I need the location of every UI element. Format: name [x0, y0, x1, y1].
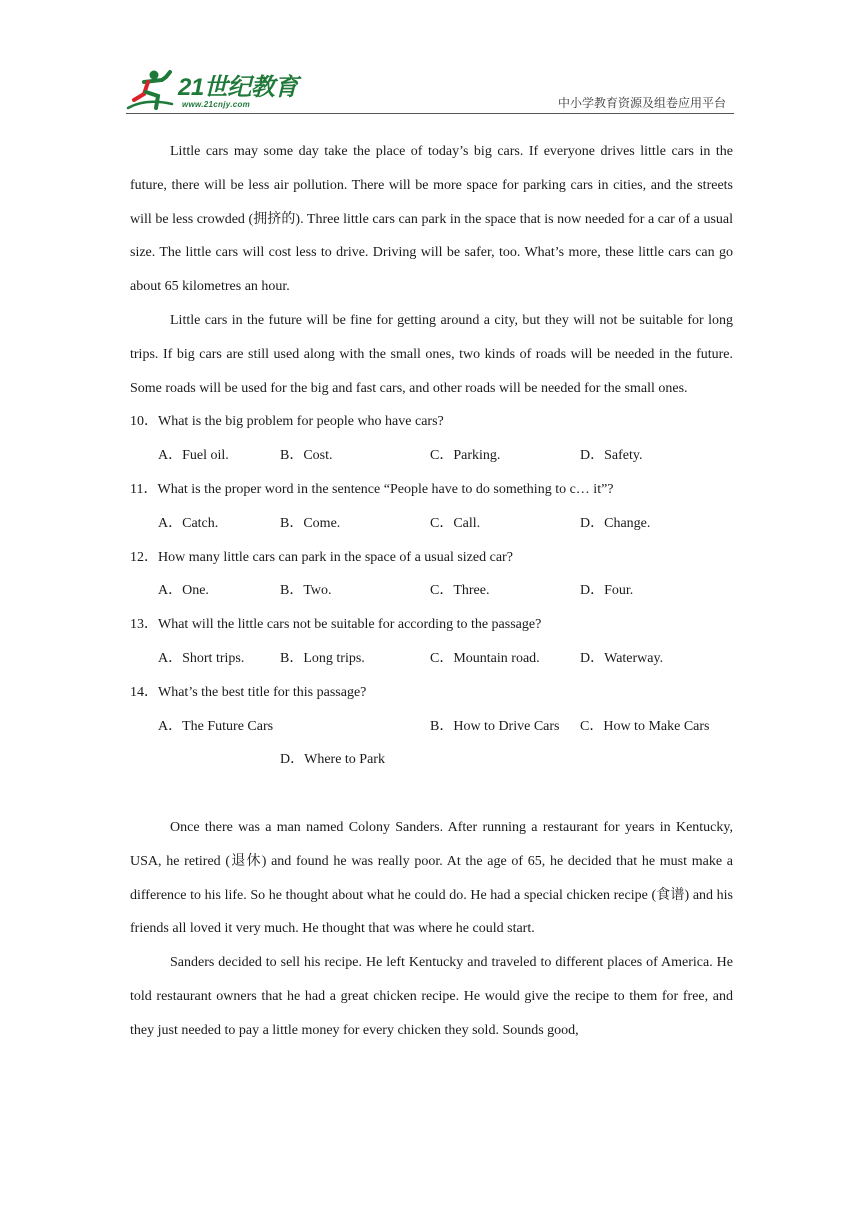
- options-row: [130, 507, 733, 541]
- option-d: D．Four.: [580, 583, 634, 599]
- options-row: [130, 743, 733, 777]
- platform-title: 中小学教育资源及组卷应用平台: [557, 96, 726, 110]
- options-row: [130, 439, 733, 473]
- passage2-paragraph-1: Once there was a man named Colony Sanders. After running a restaurant for years in Kentucky, USA, he retired (退休) and found he was really poor. At the age of 65, he decided that he must make a difference to his life. So he thought about what he could do. He had a special chicken recipe (食谱) and his friends all loved it very much. He thought that was where he could start.: [130, 819, 733, 937]
- option-a: A．Fuel oil.: [158, 448, 229, 464]
- question-11: [130, 473, 733, 541]
- option-a: A．One.: [158, 583, 209, 599]
- runner-logo-icon: [126, 68, 186, 112]
- header-divider: [126, 113, 734, 114]
- option-c: C．Three.: [430, 583, 490, 599]
- question-stem: 14．What’s the best title for this passage?: [130, 684, 367, 700]
- option-b: B．Cost.: [280, 448, 333, 464]
- option-c: C．Mountain road.: [430, 650, 540, 666]
- option-c: C．How to Make Cars: [580, 718, 710, 734]
- question-14: [130, 676, 733, 777]
- question-10: [130, 405, 733, 473]
- option-d: D．Change.: [580, 515, 651, 531]
- option-b: B．Long trips.: [280, 650, 365, 666]
- option-b: B．Two.: [280, 583, 332, 599]
- logo-text: 21世纪教育: [178, 74, 298, 101]
- page-header: [126, 68, 734, 114]
- option-d: D．Safety.: [580, 448, 643, 464]
- option-a: A．The Future Cars: [158, 718, 274, 734]
- logo-url: www.21cnjy.com: [182, 100, 251, 109]
- question-13: [130, 608, 733, 676]
- option-b: B．Come.: [280, 515, 341, 531]
- option-b: B．How to Drive Cars: [430, 718, 560, 734]
- option-a: A．Catch.: [158, 515, 219, 531]
- option-c: C．Parking.: [430, 448, 501, 464]
- question-stem: 11．What is the proper word in the sentence “People have to do something to c… it”?: [130, 481, 614, 497]
- logo: [126, 68, 296, 112]
- passage1-paragraph-1: Little cars may some day take the place of today’s big cars. If everyone drives little cars in the future, there will be less air pollution. There will be more space for parking cars in cities, and the streets will be less crowded (拥挤的). Three little cars can park in the space that is now needed for a car of a usual size. The little cars will cost less to drive. Driving will be safer, too. What’s more, these little cars can go about 65 kilometres an hour.: [130, 144, 733, 295]
- options-row: [130, 642, 733, 676]
- section-gap: [130, 777, 733, 811]
- option-a: A．Short trips.: [158, 650, 245, 666]
- question-stem: 10．What is the big problem for people who have cars?: [130, 414, 444, 430]
- question-stem: 13．What will the little cars not be suitable for according to the passage?: [130, 617, 542, 633]
- document-body: [130, 135, 733, 1048]
- question-12: [130, 541, 733, 609]
- passage2-paragraph-2: Sanders decided to sell his recipe. He left Kentucky and traveled to different places of America. He told restaurant owners that he had a great chicken recipe. He would give the recipe to them for free, and they just needed to pay a little money for every chicken they sold. Sounds good,: [130, 955, 733, 1038]
- options-row: [130, 710, 733, 744]
- passage1-paragraph-2: Little cars in the future will be fine for getting around a city, but they will not be suitable for long trips. If big cars are still used along with the small ones, two kinds of roads will be needed in the future. Some roads will be used for the big and fast cars, and other roads will be needed for the small ones.: [130, 312, 733, 396]
- options-row: [130, 574, 733, 608]
- question-stem: 12．How many little cars can park in the space of a usual sized car?: [130, 549, 513, 565]
- option-d: D．Waterway.: [580, 650, 664, 666]
- option-c: C．Call.: [430, 515, 481, 531]
- option-d: D．Where to Park: [280, 752, 385, 768]
